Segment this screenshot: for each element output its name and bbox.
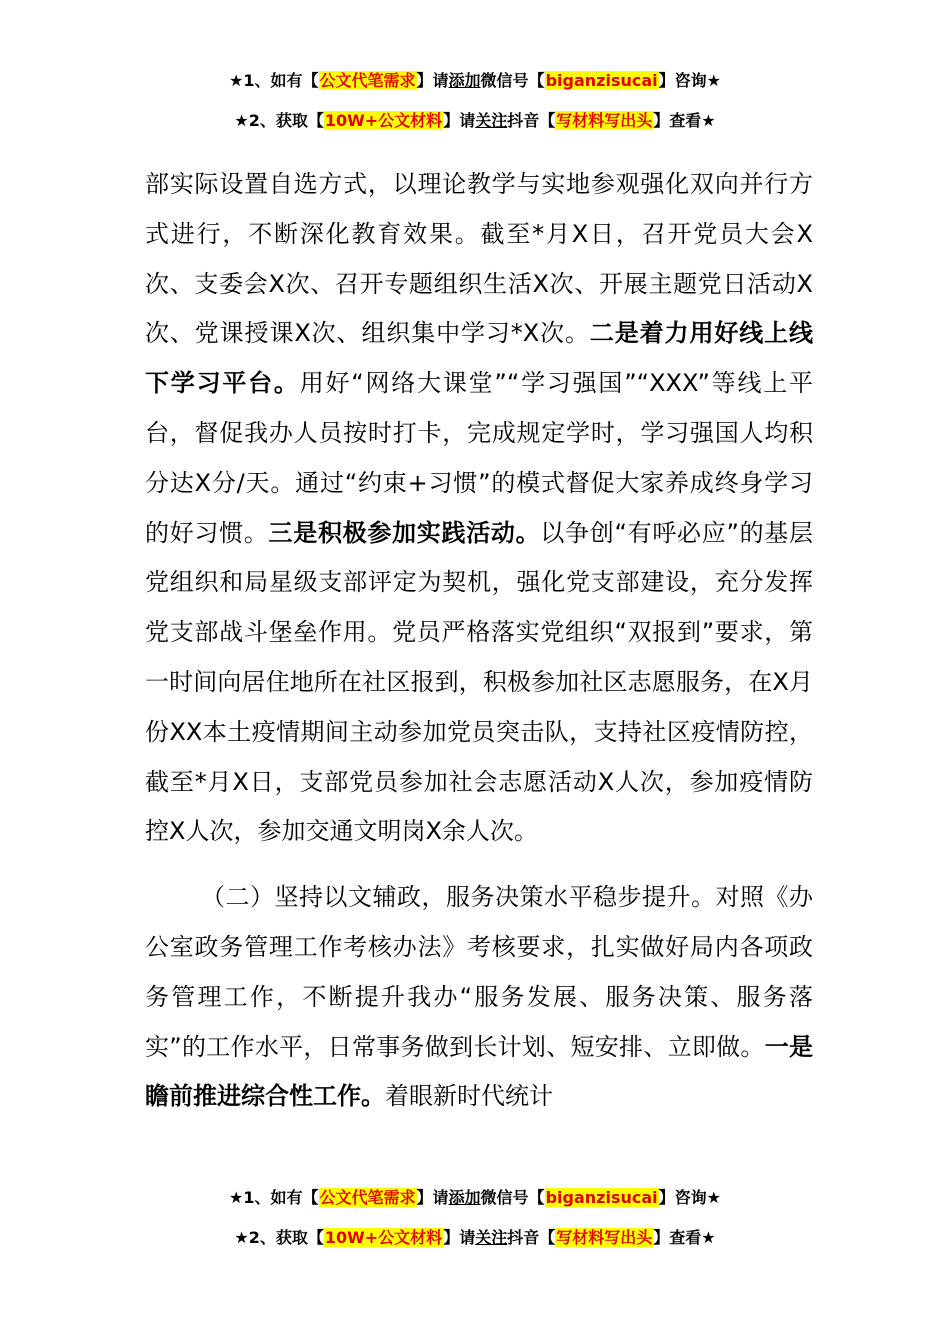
footer-line-1: ★1、如有【公文代笔需求】请添加微信号【biganzisucai】咨询★ [229,1188,721,1207]
highlight-materials: 10W+公文材料 [324,1228,443,1247]
paragraph-1: 部实际设置自选方式，以理论教学与实地参观强化双向并行方式进行，不断深化教育效果。截至*月X日，召开党员大会X次、支委会X次、召开专题组织生活X次、开展主题党日活动X次、党课授课X次、组织集中学习*X次。二是着力用好线上线下学习平台。用好“网络大课堂”“学习强国”“XXX”等线上平台，督促我办人员按时打卡，完成规定学时，学习强国人均积分达X分/天。通过“约束+习惯”的模式督促大家养成终身学习的好习惯。三是积极参加实践活动。以争创“有呼必应”的基层党组织和局星级支部评定为契机，强化党支部建设，充分发挥党支部战斗堡垒作用。党员严格落实党组织“双报到”要求，第一时间向居住地所在社区报到，积极参加社区志愿服务，在X月份XX本土疫情期间主动参加党员突击队，支持社区疫情防控，截至*月X日，支部党员参加社会志愿活动X人次，参加疫情防控X人次，参加交通文明岗X余人次。 [145,170,814,846]
highlight-wechat-id: biganzisucai [545,71,658,90]
document-body [145,160,813,1122]
highlight-wechat-id: biganzisucai [545,1188,658,1207]
header-line-2: ★2、获取【10W+公文材料】请关注抖音【写材料写出头】查看★ [234,111,716,130]
bold-point-1: 一是瞻前推进综合性工作。 [145,1032,813,1111]
highlight-materials: 10W+公文材料 [324,111,443,130]
footer-line-2: ★2、获取【10W+公文材料】请关注抖音【写材料写出头】查看★ [234,1228,716,1247]
highlight-service: 公文代笔需求 [319,1188,416,1207]
highlight-service: 公文代笔需求 [319,71,416,90]
bold-point-2: 二是着力用好线上线下学习平台。 [145,319,814,398]
bold-point-3: 三是积极参加实践活动。 [268,518,541,547]
paragraph-2: （二）坚持以文辅政，服务决策水平稳步提升。对照《办公室政务管理工作考核办法》考核要求，扎实做好局内各项政务管理工作，不断提升我办“服务发展、服务决策、服务落实”的工作水平，日常事务做到长计划、短安排、立即做。一是瞻前推进综合性工作。着眼新时代统计 [145,883,813,1111]
highlight-douyin: 写材料写出头 [556,111,653,130]
highlight-douyin: 写材料写出头 [556,1228,653,1247]
header-line-1: ★1、如有【公文代笔需求】请添加微信号【biganzisucai】咨询★ [229,71,721,90]
